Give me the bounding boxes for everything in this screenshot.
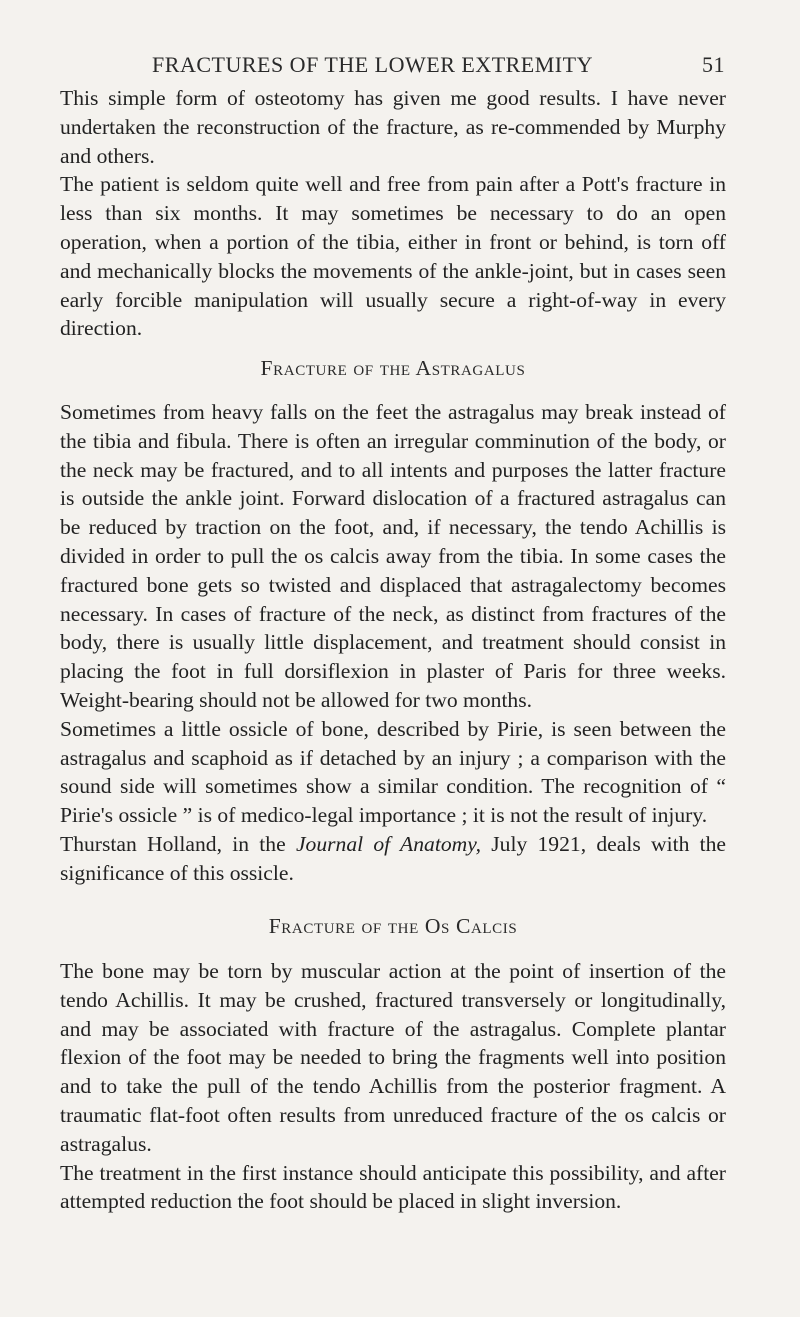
running-head xyxy=(60,52,725,82)
section-heading-astragalus: Fracture of the Astragalus xyxy=(260,356,526,380)
paragraph xyxy=(60,830,726,888)
paragraph: The treatment in the first instance should anticipate this possibility, and after attempted reduction the foot should be placed in slight inversion. xyxy=(60,1160,726,1214)
journal-title: Journal of Anatomy, xyxy=(295,831,481,856)
paragraph: Sometimes a little ossicle of bone, described by Pirie, is seen between the astragalus and scaphoid as if detached by an injury ; a comparison with the sound side will sometimes show a similar condition. The recognition of “ Pirie's ossicle ” is of medico-legal importance ; it is not the result of injury. xyxy=(60,716,726,828)
intro-text xyxy=(60,84,726,343)
section-heading-os-calcis: Fracture of the Os Calcis xyxy=(268,914,518,938)
running-title: FRACTURES OF THE LOWER EXTREMITY xyxy=(152,52,593,77)
page-number: 51 xyxy=(702,52,725,77)
paragraph: The patient is seldom quite well and free from pain after a Pott's fracture in less than six months. It may sometimes be necessary to do an open operation, when a portion of the tibia, either in front or behind, is torn off and mechanically blocks the movements of the ankle-joint, but in cases seen early forcible manipulation will usually secure a right-of-way in every direction. xyxy=(60,172,726,341)
os-calcis-text xyxy=(60,957,726,1216)
paragraph: The bone may be torn by muscular action at the point of insertion of the tendo Achillis. It may be crushed, fractured transversely or longitudinally, and may be associated with fracture of the astragalus. Complete plantar flexion of the foot may be needed to bring the fragments well into position and to take the pull of the tendo Achillis from the posterior fragment. A traumatic flat-foot often results from unreduced fracture of the os calcis or astragalus. xyxy=(60,959,726,1156)
text-run: Thurstan Holland, in the xyxy=(60,831,296,856)
paragraph: This simple form of osteotomy has given me good results. I have never undertaken the reconstruction of the fracture, as re-commended by Murphy and others. xyxy=(60,86,726,168)
paragraph: Sometimes from heavy falls on the feet the astragalus may break instead of the tibia and fibula. There is often an irregular comminution of the body, or the neck may be fractured, and to all intents and purposes the latter fracture is outside the ankle joint. Forward dislocation of a fractured astragalus can be reduced by traction on the foot, and, if necessary, the tendo Achillis is divided in order to pull the os calcis away from the tibia. In some cases the fractured bone gets so twisted and displaced that astragalectomy becomes necessary. In cases of fracture of the neck, as distinct from fractures of the body, there is usually little displacement, and treatment should consist in placing the foot in full dorsiflexion in plaster of Paris for three weeks. Weight-bearing should not be allowed for two months. xyxy=(60,400,726,712)
astragalus-text xyxy=(60,398,726,888)
text-run: July 1921, deals with the significance of this ossicle. xyxy=(60,831,727,885)
